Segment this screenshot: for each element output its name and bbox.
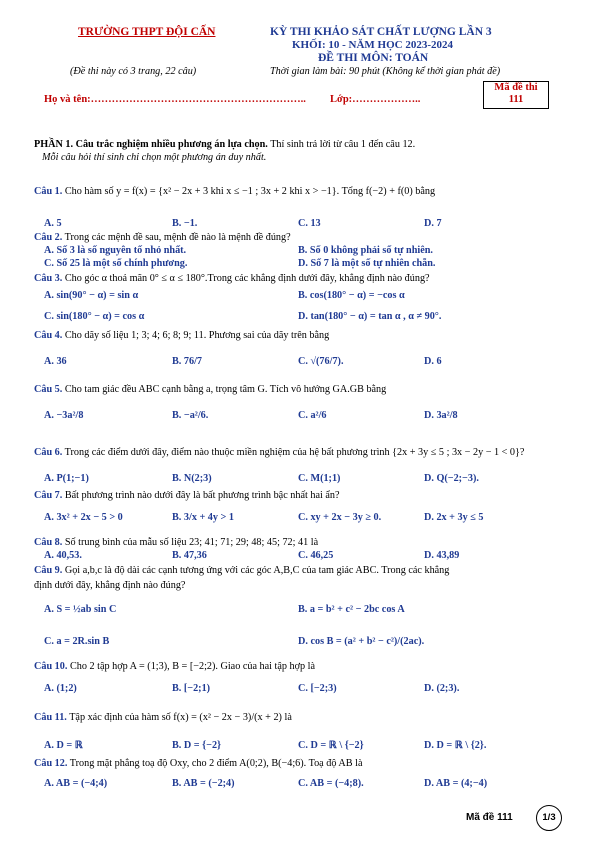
q1-option-c[interactable]: C. 13 (298, 218, 321, 229)
q12-option-d[interactable]: D. AB = (4;−4) (424, 778, 488, 789)
question-label: Câu 10. (34, 661, 68, 672)
q4-option-c[interactable]: C. √(76/7). (298, 356, 344, 367)
question-5 (34, 384, 386, 395)
exam-note: (Đề thi này có 3 trang, 22 câu) (70, 66, 197, 77)
subject: ĐỀ THI MÔN: TOÁN (318, 52, 429, 64)
q8-option-d[interactable]: D. 43,89 (424, 550, 460, 561)
q2-option-d[interactable]: D. Số 7 là một số tự nhiên chẵn. (298, 258, 436, 269)
question-label: Câu 3. (34, 273, 63, 284)
question-4 (34, 330, 329, 341)
question-text: Cho 2 tập hợp A = (1;3), B = [−2;2). Giao của hai tập hợp là (67, 661, 315, 672)
q7-option-b[interactable]: B. 3/x + 4y > 1 (172, 512, 234, 523)
exam-time: Thời gian làm bài: 90 phút (Không kể thời gian phát đề) (270, 66, 501, 77)
q10-option-a[interactable]: A. (1;2) (44, 683, 77, 694)
question-text: Cho hàm số y = f(x) = {x² − 2x + 3 khi x ≤ −1 ; 3x + 2 khi x > −1}. Tổng f(−2) + f(0) bằng (62, 186, 436, 197)
question-text: Trong mặt phẳng toạ độ Oxy, cho 2 điểm A(0;2), B(−4;6). Toạ độ AB là (67, 758, 363, 769)
question-text: Trong các mệnh đề sau, mệnh đề nào là mệnh đề đúng? (62, 232, 291, 243)
question-1 (34, 186, 435, 197)
q2-option-a[interactable]: A. Số 3 là số nguyên tố nhỏ nhất. (44, 245, 187, 256)
q4-option-d[interactable]: D. 6 (424, 356, 442, 367)
question-label: Câu 5. (34, 384, 63, 395)
q7-option-c[interactable]: C. xy + 2x − 3y ≥ 0. (298, 512, 382, 523)
question-text: Cho góc α thoả mãn 0° ≤ α ≤ 180°.Trong các khẳng định dưới đây, khẳng định nào đúng? (62, 273, 430, 284)
q7-option-a[interactable]: A. 3x² + 2x − 5 > 0 (44, 512, 123, 523)
question-6 (34, 447, 524, 458)
q5-option-c[interactable]: C. a²/6 (298, 410, 327, 421)
q8-option-c[interactable]: C. 46,25 (298, 550, 334, 561)
q5-option-d[interactable]: D. 3a²/8 (424, 410, 458, 421)
question-7 (34, 490, 339, 501)
question-10 (34, 661, 315, 672)
exam-code-label: Mã đề thi (494, 82, 538, 93)
q8-option-b[interactable]: B. 47,36 (172, 550, 207, 561)
q12-option-c[interactable]: C. AB = (−4;8). (298, 778, 364, 789)
footer-exam-code: Mã đề 111 (466, 812, 513, 823)
q9-option-c[interactable]: C. a = 2R.sin B (44, 636, 110, 647)
q5-option-a[interactable]: A. −3a²/8 (44, 410, 84, 421)
question-label: Câu 2. (34, 232, 63, 243)
q1-option-d[interactable]: D. 7 (424, 218, 442, 229)
q9-option-d[interactable]: D. cos B = (a² + b² − c²)/(2ac). (298, 636, 425, 647)
question-2 (34, 232, 291, 243)
question-text: Trong các điểm dưới đây, điểm nào thuộc miền nghiệm của hệ bất phương trình {2x + 3y ≤ 5 ; 3x − 2y − 1 < 0}? (62, 447, 525, 458)
q6-option-c[interactable]: C. M(1;1) (298, 473, 341, 484)
school-name: TRƯỜNG THPT ĐỘI CẤN (78, 26, 216, 38)
question-label: Câu 9. (34, 565, 63, 576)
question-3 (34, 273, 430, 284)
question-label: Câu 6. (34, 447, 63, 458)
question-label: Câu 8. (34, 537, 63, 548)
q2-option-c[interactable]: C. Số 25 là một số chính phương. (44, 258, 188, 269)
question-text: Số trung bình của mẫu số liệu 23; 41; 71; 29; 48; 45; 72; 41 là (62, 537, 319, 548)
q9-option-b[interactable]: B. a = b² + c² − 2bc cos A (298, 604, 405, 615)
exam-code-value: 111 (508, 94, 524, 105)
q3-option-a[interactable]: A. sin(90° − α) = sin α (44, 290, 139, 301)
q6-option-a[interactable]: A. P(1;−1) (44, 473, 89, 484)
q1-option-b[interactable]: B. −1. (172, 218, 198, 229)
q6-option-d[interactable]: D. Q(−2;−3). (424, 473, 479, 484)
part1-sub: Mỗi câu hỏi thí sinh chỉ chọn một phương án duy nhất. (42, 152, 267, 163)
q4-option-a[interactable]: A. 36 (44, 356, 67, 367)
question-label: Câu 1. (34, 186, 63, 197)
name-label: Họ và tên:…………………………………………………….. (44, 94, 306, 105)
question-text: Gọi a,b,c là độ dài các cạnh tương ứng với các góc A,B,C của tam giác ABC. Trong các khẳng (62, 565, 450, 576)
q12-option-b[interactable]: B. AB = (−2;4) (172, 778, 235, 789)
exam-code-box (483, 81, 549, 109)
part1-title: PHẦN 1. Câu trắc nghiệm nhiều phương án lựa chọn. (34, 139, 268, 150)
q9-option-a[interactable]: A. S = ½ab sin C (44, 604, 117, 615)
q11-option-c[interactable]: C. D = ℝ \ {−2} (298, 740, 364, 751)
q4-option-b[interactable]: B. 76/7 (172, 356, 203, 367)
q2-option-b[interactable]: B. Số 0 không phải số tự nhiên. (298, 245, 433, 256)
q11-option-b[interactable]: B. D = {−2} (172, 740, 222, 751)
q5-option-b[interactable]: B. −a²/6. (172, 410, 209, 421)
part1-heading (34, 139, 415, 150)
q10-option-c[interactable]: C. [−2;3) (298, 683, 337, 694)
q11-option-a[interactable]: A. D = ℝ (44, 740, 83, 751)
q3-option-d[interactable]: D. tan(180° − α) = tan α , α ≠ 90°. (298, 311, 442, 322)
q11-option-d[interactable]: D. D = ℝ \ {2}. (424, 740, 487, 751)
grade-year: KHỐI: 10 - NĂM HỌC 2023-2024 (292, 39, 454, 51)
q7-option-d[interactable]: D. 2x + 3y ≤ 5 (424, 512, 484, 523)
page-number: 1/3 (536, 805, 562, 831)
question-text: Bất phương trình nào dưới đây là bất phương trình bậc nhất hai ẩn? (62, 490, 340, 501)
q6-option-b[interactable]: B. N(2;3) (172, 473, 212, 484)
q3-option-b[interactable]: B. cos(180° − α) = −cos α (298, 290, 405, 301)
q3-option-c[interactable]: C. sin(180° − α) = cos α (44, 311, 145, 322)
question-label: Câu 12. (34, 758, 68, 769)
exam-title: KỲ THI KHẢO SÁT CHẤT LƯỢNG LẦN 3 (270, 26, 492, 38)
question-8 (34, 537, 318, 548)
question-11 (34, 712, 292, 723)
question-label: Câu 4. (34, 330, 63, 341)
question-label: Câu 7. (34, 490, 63, 501)
q8-option-a[interactable]: A. 40,53. (44, 550, 82, 561)
question-text: Tập xác định của hàm số f(x) = (x² − 2x − 3)/(x + 2) là (66, 712, 292, 723)
q1-option-a[interactable]: A. 5 (44, 218, 62, 229)
part1-desc: Thí sinh trả lời từ câu 1 đến câu 12. (267, 139, 416, 150)
question-label: Câu 11. (34, 712, 67, 723)
q12-option-a[interactable]: A. AB = (−4;4) (44, 778, 108, 789)
q10-option-b[interactable]: B. [−2;1) (172, 683, 211, 694)
question-text: Cho dãy số liệu 1; 3; 4; 6; 8; 9; 11. Phương sai của dãy trên bằng (62, 330, 330, 341)
question-text: Cho tam giác đều ABC cạnh bằng a, trọng tâm G. Tích vô hướng GA.GB bằng (62, 384, 387, 395)
question-9-continued: định dưới đây, khẳng định nào đúng? (34, 580, 186, 591)
question-12 (34, 758, 362, 769)
question-9 (34, 565, 449, 576)
q10-option-d[interactable]: D. (2;3). (424, 683, 460, 694)
class-label: Lớp:……………….. (330, 94, 421, 105)
